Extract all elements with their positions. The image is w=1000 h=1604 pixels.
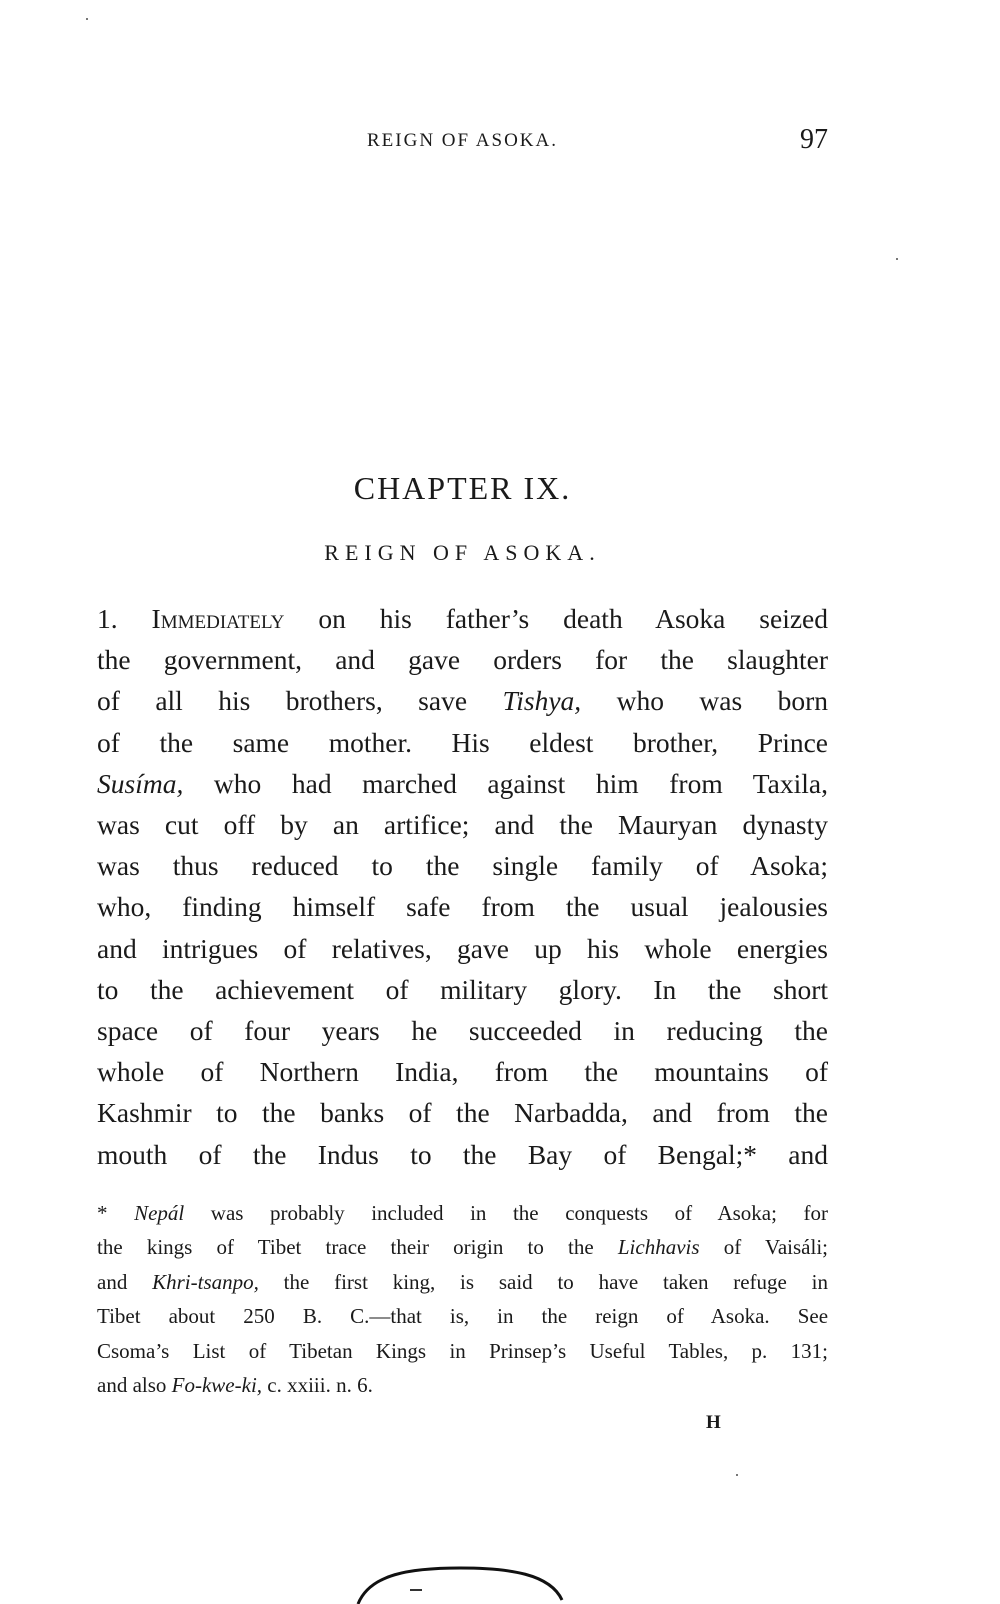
footnote-marker: * — [97, 1201, 135, 1225]
chapter-title: CHAPTER IX. — [353, 470, 572, 506]
footnote-line-text: the first king, is said to have taken refuge in — [258, 1269, 828, 1294]
body-line — [97, 763, 828, 804]
scan-speck — [86, 18, 88, 20]
footnote-line — [97, 1230, 828, 1264]
body-line: the government, and gave orders for the slaughter — [97, 644, 828, 676]
footnote-line — [97, 1299, 828, 1333]
chapter-subtitle: REIGN OF ASOKA. — [324, 540, 601, 565]
body-line: and intrigues of relatives, gave up his whole energies — [97, 932, 828, 964]
opening-word: Immediately — [151, 603, 285, 634]
era-abbreviation: B. C. — [302, 1304, 370, 1329]
footnote-line — [97, 1196, 828, 1230]
italic-name-tishya: Tishya, — [502, 685, 582, 717]
italic-name-nepal: Nepál — [134, 1201, 185, 1225]
footnote-line-text: and also — [97, 1373, 172, 1398]
body-line: who, finding himself safe from the usual jealousies — [97, 891, 828, 923]
footnote-line-text: c. xxiii. n. 6. — [262, 1373, 373, 1398]
italic-name-fo-kwe-ki: Fo-kwe-ki, — [171, 1373, 263, 1398]
scan-speck — [736, 1474, 738, 1476]
body-line: was thus reduced to the single family of Asoka; — [97, 850, 828, 882]
body-text — [97, 598, 828, 1175]
body-line — [97, 598, 828, 639]
page-number: 97 — [800, 124, 828, 155]
paragraph-number: 1. — [97, 603, 152, 634]
footnote-line — [97, 1368, 828, 1402]
body-line: was cut off by an artifice; and the Mauryan dynasty — [97, 809, 828, 841]
italic-name-khri-tsanpo: Khri-tsanpo, — [152, 1269, 259, 1294]
running-title: REIGN OF ASOKA. — [367, 130, 558, 151]
footnote-line-text: was probably included in the conquests of Asoka; for — [184, 1201, 828, 1225]
body-line: whole of Northern India, from the mountains of — [97, 1056, 828, 1088]
footnote-line-text: and — [97, 1269, 153, 1294]
body-line: of the same mother. His eldest brother, Prince — [97, 726, 828, 758]
body-line: mouth of the Indus to the Bay of Bengal;* and — [97, 1138, 828, 1170]
body-line-text: on his father’s death Asoka seized — [284, 603, 828, 634]
body-line-text: who was born — [581, 685, 828, 717]
body-line: Kashmir to the banks of the Narbadda, and from the — [97, 1097, 828, 1129]
italic-name-susima: Susíma, — [97, 767, 184, 799]
footnote — [97, 1196, 828, 1402]
footnote-line: Csoma’s List of Tibetan Kings in Prinsep’s Useful Tables, p. 131; — [97, 1338, 828, 1363]
footnote-line — [97, 1265, 828, 1299]
footnote-line-text: Tibet about 250 — [97, 1304, 303, 1329]
signature-mark: H — [706, 1412, 721, 1433]
body-line: space of four years he succeeded in reducing the — [97, 1015, 828, 1047]
scan-speck — [896, 258, 898, 260]
footnote-line-text: the kings of Tibet trace their origin to the — [97, 1235, 618, 1260]
body-line-text: who had marched against him from Taxila, — [183, 767, 828, 799]
scan-edge-arc — [350, 1560, 570, 1604]
footnote-line-text: —that is, in the reign of Asoka. See — [369, 1304, 829, 1329]
body-line — [97, 680, 828, 721]
body-line: to the achievement of military glory. In the short — [97, 973, 828, 1005]
footnote-line-text: of Vaisáli; — [699, 1235, 829, 1260]
running-head — [97, 124, 828, 160]
italic-name-lichhavis: Lichhavis — [617, 1235, 700, 1260]
body-line-text: of all his brothers, save — [97, 685, 503, 717]
